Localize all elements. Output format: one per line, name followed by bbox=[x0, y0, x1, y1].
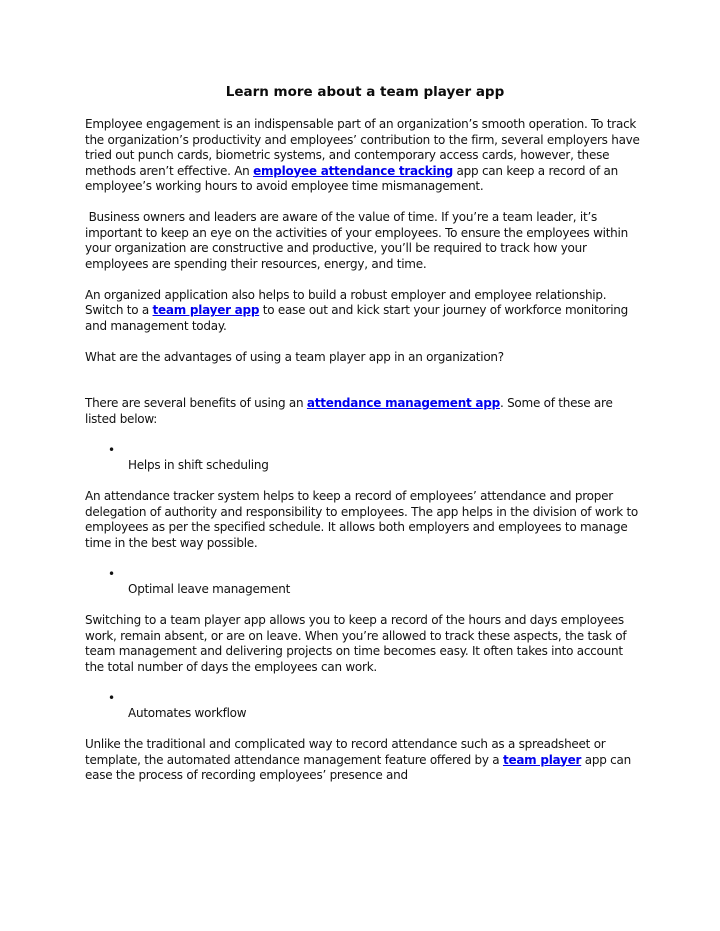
text-run: An organized application also helps to build a robust employer and employee relationship. Switch to a bbox=[85, 287, 610, 317]
text-run: . Some of these are listed below: bbox=[85, 396, 617, 426]
document-body bbox=[85, 117, 645, 784]
paragraph bbox=[85, 381, 645, 428]
text-run: Switching to a team player app allows you to keep a record of the hours and days employees work, remain absent, or are on leave. When you’re allowed to track these aspects, the task of team management and delivering projects on time becomes easy. It often takes into account the total number of days the employees can work. bbox=[85, 613, 630, 674]
text-run: There are several benefits of using an bbox=[85, 396, 307, 410]
text-run: Unlike the traditional and complicated way to record attendance such as a spreadsheet or template, the automated attendance management feature offered by a bbox=[85, 737, 610, 767]
text-run: Helps in shift scheduling bbox=[128, 458, 269, 472]
document-content bbox=[85, 84, 645, 784]
bullet-item-label bbox=[128, 582, 290, 596]
paragraph bbox=[85, 210, 645, 272]
paragraph bbox=[85, 613, 645, 675]
paragraph bbox=[85, 350, 645, 366]
text-run: app can ease the process of recording employees’ presence and bbox=[85, 752, 635, 782]
inline-link[interactable]: employee attendance tracking bbox=[253, 163, 453, 178]
text-run: What are the advantages of using a team player app in an organization? bbox=[85, 349, 504, 364]
bullet-item bbox=[85, 443, 645, 474]
bullet-icon: • bbox=[108, 690, 115, 705]
inline-link[interactable]: team player app bbox=[152, 303, 260, 317]
text-run: app can keep a record of an employee’s working hours to avoid employee time mismanagement. bbox=[85, 163, 622, 193]
paragraph bbox=[85, 489, 645, 551]
bullet-item bbox=[85, 567, 645, 598]
paragraph bbox=[85, 117, 645, 195]
inline-link[interactable]: team player bbox=[502, 752, 582, 767]
bullet-icon: • bbox=[108, 566, 115, 581]
paragraph bbox=[85, 737, 645, 784]
bullet-item-label bbox=[128, 458, 269, 472]
bullet-item-label bbox=[128, 706, 246, 720]
bullet-item bbox=[85, 691, 645, 722]
text-run: Automates workflow bbox=[128, 706, 247, 720]
paragraph bbox=[85, 288, 645, 335]
document-title: Learn more about a team player app bbox=[225, 84, 505, 100]
text-run: to ease out and kick start your journey of workforce monitoring and management today. bbox=[85, 303, 632, 333]
text-run: Employee engagement is an indispensable part of an organization’s smooth operation. To track the organization’s productivity and employees’ contribution to the firm, several employers have tried out punch cards, biometric systems, and contemporary access cards, however, these methods aren’t effective. An bbox=[85, 117, 644, 178]
inline-link[interactable]: attendance management app bbox=[306, 396, 500, 410]
text-run: An attendance tracker system helps to keep a record of employees’ attendance and proper delegation of authority and responsibility to employees. The app helps in the division of work to employees as per the specified schedule. It allows both employers and employees to manage time in the best way possible. bbox=[85, 489, 642, 550]
text-run: Optimal leave management bbox=[128, 582, 291, 596]
text-run: Business owners and leaders are aware of the value of time. If you’re a team leader, it’s important to keep an eye on the activities of your employees. To ensure the employees within your organization are constructive and productive, you’ll be required to track how your employees are spending their resources, energy, and time. bbox=[85, 210, 632, 271]
bullet-icon: • bbox=[108, 442, 115, 457]
